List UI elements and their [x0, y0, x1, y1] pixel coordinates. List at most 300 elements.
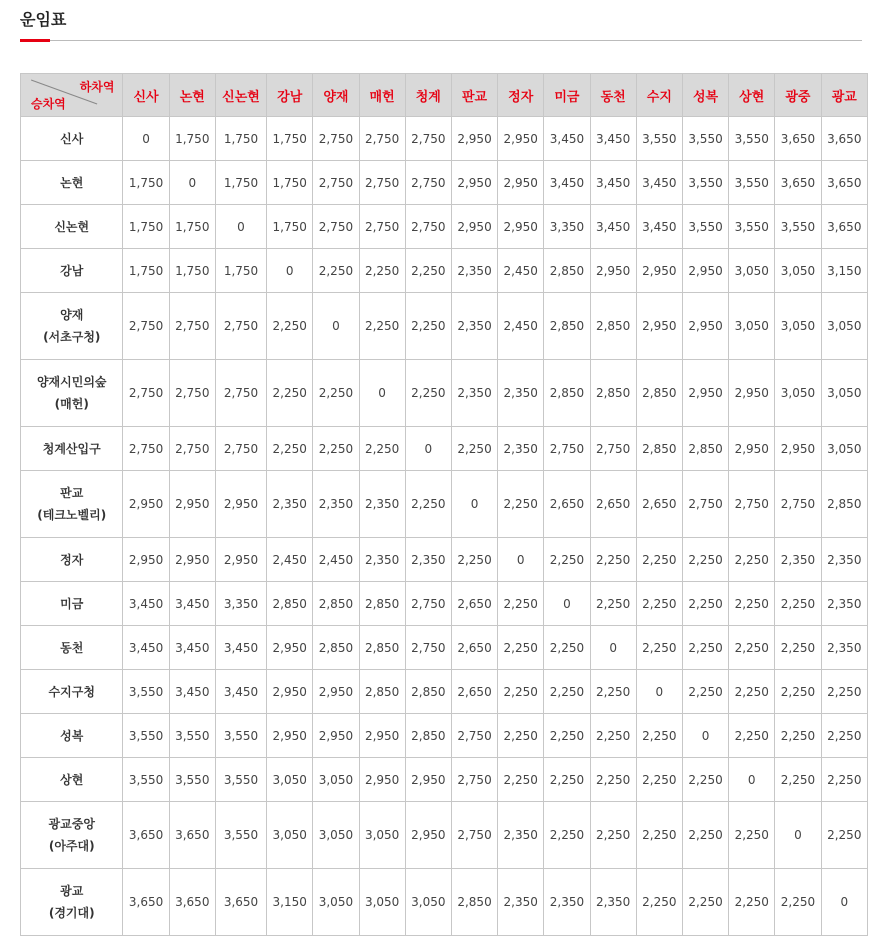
fare-cell: 0 [359, 360, 405, 427]
fare-cell: 2,250 [729, 714, 775, 758]
fare-cell: 2,950 [405, 758, 451, 802]
fare-cell: 0 [405, 427, 451, 471]
table-row [21, 117, 868, 161]
fare-cell: 2,750 [775, 471, 821, 538]
fare-cell: 3,650 [169, 802, 215, 869]
fare-cell: 2,250 [682, 670, 728, 714]
fare-cell: 2,250 [498, 670, 544, 714]
fare-cell: 3,650 [215, 869, 266, 936]
fare-cell: 2,750 [215, 293, 266, 360]
fare-cell: 0 [267, 249, 313, 293]
fare-cell: 2,250 [590, 670, 636, 714]
fare-cell: 2,250 [313, 427, 359, 471]
fare-cell: 2,850 [544, 249, 590, 293]
fare-cell: 2,850 [451, 869, 497, 936]
fare-cell: 2,850 [636, 427, 682, 471]
table-row [21, 360, 868, 427]
fare-cell: 2,850 [313, 582, 359, 626]
fare-cell: 3,550 [682, 205, 728, 249]
fare-cell: 2,950 [405, 802, 451, 869]
fare-cell: 2,250 [359, 293, 405, 360]
fare-cell: 2,250 [451, 427, 497, 471]
fare-cell: 3,450 [169, 582, 215, 626]
fare-cell: 2,250 [359, 249, 405, 293]
fare-cell: 2,750 [451, 758, 497, 802]
fare-cell: 1,750 [267, 117, 313, 161]
fare-cell: 3,550 [729, 161, 775, 205]
fare-cell: 2,250 [636, 802, 682, 869]
station-name: 상현 [60, 772, 84, 787]
fare-cell: 2,250 [590, 802, 636, 869]
fare-cell: 2,750 [544, 427, 590, 471]
station-name: 양재시민의숲 [36, 375, 107, 389]
station-name: 청계산입구 [42, 441, 101, 456]
table-row [21, 670, 868, 714]
fare-cell: 3,050 [359, 869, 405, 936]
fare-cell: 3,050 [359, 802, 405, 869]
fare-cell: 2,650 [451, 670, 497, 714]
table-row [21, 205, 868, 249]
fare-cell: 3,650 [821, 117, 867, 161]
fare-cell: 2,350 [544, 869, 590, 936]
fare-cell: 2,950 [498, 205, 544, 249]
station-name: 양재 [60, 308, 84, 322]
fare-cell: 0 [544, 582, 590, 626]
fare-cell: 2,250 [729, 869, 775, 936]
fare-cell: 2,350 [359, 471, 405, 538]
fare-cell: 3,450 [215, 670, 266, 714]
fare-cell: 3,050 [267, 802, 313, 869]
fare-cell: 2,250 [498, 626, 544, 670]
fare-cell: 2,850 [590, 360, 636, 427]
table-row [21, 538, 868, 582]
column-header: 양재 [313, 74, 359, 117]
fare-cell: 0 [636, 670, 682, 714]
fare-cell: 0 [169, 161, 215, 205]
fare-cell: 2,950 [729, 360, 775, 427]
fare-cell: 2,250 [451, 538, 497, 582]
fare-cell: 2,950 [498, 117, 544, 161]
fare-cell: 2,750 [169, 427, 215, 471]
fare-cell: 2,250 [682, 802, 728, 869]
station-name: 정자 [60, 552, 84, 567]
fare-cell: 2,850 [359, 670, 405, 714]
fare-cell: 3,550 [729, 205, 775, 249]
station-subname: (테크노벨리) [37, 508, 107, 522]
fare-cell: 2,350 [775, 538, 821, 582]
fare-cell: 2,950 [451, 161, 497, 205]
station-name: 신사 [60, 131, 84, 146]
fare-cell: 3,050 [729, 249, 775, 293]
column-header: 청계 [405, 74, 451, 117]
fare-cell: 2,250 [267, 293, 313, 360]
station-name: 동천 [60, 640, 84, 655]
fare-cell: 3,050 [821, 427, 867, 471]
fare-cell: 3,550 [123, 714, 169, 758]
station-subname: (아주대) [48, 839, 95, 853]
fare-cell: 2,850 [405, 714, 451, 758]
fare-cell: 3,550 [682, 117, 728, 161]
title-accent-bar [20, 39, 50, 42]
fare-cell: 0 [775, 802, 821, 869]
fare-table-body [21, 117, 868, 936]
station-name: 미금 [60, 596, 84, 611]
fare-cell: 2,250 [590, 538, 636, 582]
fare-cell: 2,350 [451, 249, 497, 293]
fare-cell: 3,050 [821, 293, 867, 360]
column-header: 매헌 [359, 74, 405, 117]
station-name: 강남 [60, 263, 84, 278]
fare-cell: 2,250 [729, 538, 775, 582]
station-subname: (경기대) [48, 906, 95, 920]
fare-cell: 2,950 [451, 205, 497, 249]
fare-cell: 2,450 [267, 538, 313, 582]
fare-cell: 2,350 [451, 293, 497, 360]
row-header-station [21, 249, 123, 293]
fare-cell: 0 [215, 205, 266, 249]
fare-cell: 2,950 [123, 538, 169, 582]
fare-cell: 2,950 [359, 758, 405, 802]
fare-cell: 2,750 [123, 360, 169, 427]
fare-cell: 2,950 [682, 293, 728, 360]
fare-cell: 3,450 [215, 626, 266, 670]
column-header: 판교 [451, 74, 497, 117]
table-row [21, 293, 868, 360]
fare-cell: 3,550 [169, 714, 215, 758]
fare-cell: 3,050 [313, 802, 359, 869]
fare-cell: 2,350 [267, 471, 313, 538]
fare-cell: 2,250 [729, 802, 775, 869]
fare-cell: 2,250 [359, 427, 405, 471]
fare-cell: 3,350 [215, 582, 266, 626]
fare-cell: 2,250 [267, 360, 313, 427]
fare-cell: 2,250 [590, 758, 636, 802]
fare-cell: 3,050 [821, 360, 867, 427]
fare-cell: 2,250 [682, 582, 728, 626]
fare-cell: 2,950 [498, 161, 544, 205]
table-row [21, 869, 868, 936]
fare-cell: 3,450 [636, 205, 682, 249]
fare-cell: 2,250 [682, 758, 728, 802]
fare-cell: 2,650 [544, 471, 590, 538]
title-divider [20, 40, 862, 41]
fare-cell: 2,250 [544, 714, 590, 758]
fare-cell: 3,650 [775, 117, 821, 161]
row-header-station [21, 869, 123, 936]
fare-cell: 3,550 [123, 670, 169, 714]
fare-cell: 2,750 [451, 714, 497, 758]
fare-cell: 3,450 [544, 117, 590, 161]
fare-cell: 3,550 [775, 205, 821, 249]
fare-cell: 3,450 [123, 626, 169, 670]
fare-cell: 0 [682, 714, 728, 758]
fare-cell: 1,750 [169, 117, 215, 161]
fare-cell: 2,350 [821, 538, 867, 582]
fare-cell: 2,350 [498, 802, 544, 869]
table-row [21, 161, 868, 205]
fare-cell: 3,050 [267, 758, 313, 802]
fare-cell: 3,550 [729, 117, 775, 161]
fare-cell: 0 [498, 538, 544, 582]
fare-cell: 3,650 [775, 161, 821, 205]
fare-cell: 2,950 [729, 427, 775, 471]
column-header: 광교 [821, 74, 867, 117]
fare-cell: 3,150 [267, 869, 313, 936]
fare-cell: 2,250 [544, 670, 590, 714]
fare-cell: 2,950 [169, 471, 215, 538]
row-header-station [21, 360, 123, 427]
column-header: 동천 [590, 74, 636, 117]
column-header: 신논현 [215, 74, 266, 117]
fare-cell: 2,750 [405, 626, 451, 670]
row-header-station [21, 205, 123, 249]
fare-cell: 2,250 [267, 427, 313, 471]
fare-cell: 2,750 [359, 205, 405, 249]
fare-cell: 2,950 [267, 670, 313, 714]
station-name: 신논현 [54, 219, 90, 234]
row-header-station [21, 427, 123, 471]
fare-cell: 2,250 [544, 758, 590, 802]
fare-cell: 2,250 [498, 471, 544, 538]
fare-cell: 3,550 [636, 117, 682, 161]
fare-cell: 2,250 [405, 471, 451, 538]
fare-cell: 3,650 [821, 161, 867, 205]
fare-cell: 2,350 [405, 538, 451, 582]
fare-cell: 2,750 [169, 360, 215, 427]
fare-cell: 3,450 [123, 582, 169, 626]
fare-cell: 2,750 [123, 427, 169, 471]
fare-cell: 2,750 [313, 117, 359, 161]
fare-cell: 2,250 [313, 360, 359, 427]
fare-cell: 2,250 [682, 869, 728, 936]
fare-cell: 3,550 [682, 161, 728, 205]
fare-cell: 3,450 [544, 161, 590, 205]
fare-cell: 2,250 [636, 758, 682, 802]
fare-cell: 2,250 [729, 670, 775, 714]
fare-cell: 3,050 [729, 293, 775, 360]
fare-cell: 2,250 [405, 249, 451, 293]
fare-cell: 2,950 [636, 293, 682, 360]
fare-cell: 3,550 [215, 758, 266, 802]
fare-cell: 2,850 [359, 626, 405, 670]
fare-cell: 1,750 [123, 249, 169, 293]
fare-cell: 2,950 [359, 714, 405, 758]
table-row [21, 427, 868, 471]
fare-cell: 3,650 [821, 205, 867, 249]
fare-cell: 2,950 [169, 538, 215, 582]
fare-cell: 2,950 [267, 714, 313, 758]
fare-cell: 2,750 [405, 117, 451, 161]
fare-cell: 2,450 [498, 293, 544, 360]
column-header: 강남 [267, 74, 313, 117]
fare-cell: 2,850 [821, 471, 867, 538]
fare-cell: 2,250 [405, 360, 451, 427]
fare-cell: 1,750 [123, 205, 169, 249]
table-row [21, 582, 868, 626]
fare-cell: 2,250 [590, 582, 636, 626]
row-header-station [21, 758, 123, 802]
fare-cell: 2,950 [267, 626, 313, 670]
fare-cell: 1,750 [267, 205, 313, 249]
fare-cell: 2,250 [405, 293, 451, 360]
fare-cell: 2,250 [821, 714, 867, 758]
fare-cell: 3,450 [169, 626, 215, 670]
alighting-station-label: 하차역 [79, 80, 115, 94]
fare-cell: 2,950 [123, 471, 169, 538]
fare-cell: 2,250 [544, 802, 590, 869]
fare-cell: 2,950 [590, 249, 636, 293]
fare-cell: 2,750 [123, 293, 169, 360]
fare-cell: 2,850 [359, 582, 405, 626]
fare-cell: 2,250 [313, 249, 359, 293]
fare-cell: 2,750 [451, 802, 497, 869]
fare-cell: 0 [821, 869, 867, 936]
fare-cell: 2,250 [821, 670, 867, 714]
fare-cell: 3,050 [775, 293, 821, 360]
fare-cell: 2,350 [359, 538, 405, 582]
fare-cell: 2,850 [405, 670, 451, 714]
fare-cell: 3,650 [123, 869, 169, 936]
station-subname: (매헌) [54, 397, 89, 411]
fare-cell: 1,750 [267, 161, 313, 205]
row-header-station [21, 538, 123, 582]
fare-cell: 3,050 [775, 249, 821, 293]
table-row [21, 249, 868, 293]
fare-cell: 2,250 [544, 538, 590, 582]
table-row [21, 758, 868, 802]
fare-cell: 2,750 [169, 293, 215, 360]
fare-cell: 1,750 [215, 117, 266, 161]
fare-cell: 2,750 [359, 161, 405, 205]
fare-cell: 2,250 [498, 714, 544, 758]
fare-cell: 2,750 [405, 582, 451, 626]
fare-cell: 2,250 [636, 626, 682, 670]
fare-cell: 2,250 [636, 869, 682, 936]
fare-cell: 2,950 [451, 117, 497, 161]
fare-cell: 2,250 [636, 582, 682, 626]
fare-cell: 2,250 [775, 758, 821, 802]
table-row [21, 802, 868, 869]
station-name: 성복 [60, 728, 84, 743]
column-header: 성복 [682, 74, 728, 117]
table-row [21, 471, 868, 538]
row-header-station [21, 714, 123, 758]
fare-cell: 3,450 [590, 117, 636, 161]
fare-cell: 2,950 [682, 360, 728, 427]
fare-cell: 2,350 [821, 582, 867, 626]
fare-cell: 3,050 [775, 360, 821, 427]
fare-cell: 2,950 [215, 471, 266, 538]
column-header: 상현 [729, 74, 775, 117]
fare-cell: 0 [451, 471, 497, 538]
fare-cell: 2,950 [313, 714, 359, 758]
fare-cell: 1,750 [169, 205, 215, 249]
fare-cell: 2,250 [682, 538, 728, 582]
fare-cell: 1,750 [215, 249, 266, 293]
fare-cell: 2,250 [498, 758, 544, 802]
row-header-station [21, 117, 123, 161]
fare-cell: 2,350 [498, 869, 544, 936]
fare-table [20, 73, 868, 936]
fare-cell: 2,350 [498, 360, 544, 427]
fare-cell: 3,450 [169, 670, 215, 714]
fare-cell: 2,350 [451, 360, 497, 427]
fare-cell: 3,350 [544, 205, 590, 249]
fare-cell: 1,750 [169, 249, 215, 293]
fare-cell: 2,750 [313, 161, 359, 205]
column-header: 정자 [498, 74, 544, 117]
station-name: 논현 [60, 175, 84, 190]
fare-cell: 2,750 [215, 427, 266, 471]
fare-cell: 0 [123, 117, 169, 161]
table-header-row [21, 74, 868, 117]
fare-cell: 3,450 [636, 161, 682, 205]
fare-cell: 3,650 [123, 802, 169, 869]
row-header-station [21, 582, 123, 626]
fare-cell: 3,050 [313, 758, 359, 802]
fare-cell: 0 [313, 293, 359, 360]
fare-cell: 2,850 [682, 427, 728, 471]
row-header-station [21, 802, 123, 869]
station-name: 광교 [60, 884, 84, 898]
fare-cell: 2,250 [498, 582, 544, 626]
fare-cell: 3,150 [821, 249, 867, 293]
column-header: 수지 [636, 74, 682, 117]
fare-cell: 0 [729, 758, 775, 802]
table-row [21, 626, 868, 670]
station-subname: (서초구청) [43, 330, 101, 344]
fare-cell: 2,350 [313, 471, 359, 538]
table-row [21, 714, 868, 758]
fare-cell: 2,750 [215, 360, 266, 427]
fare-cell: 2,250 [729, 626, 775, 670]
fare-cell: 3,050 [405, 869, 451, 936]
fare-cell: 2,650 [636, 471, 682, 538]
station-name: 판교 [60, 486, 84, 500]
column-header: 논현 [169, 74, 215, 117]
fare-cell: 2,250 [636, 538, 682, 582]
fare-cell: 2,250 [590, 714, 636, 758]
column-header: 광중 [775, 74, 821, 117]
fare-cell: 2,950 [636, 249, 682, 293]
fare-cell: 2,250 [636, 714, 682, 758]
fare-cell: 3,450 [590, 205, 636, 249]
fare-cell: 2,650 [590, 471, 636, 538]
row-header-station [21, 293, 123, 360]
fare-cell: 2,750 [590, 427, 636, 471]
fare-cell: 2,250 [821, 758, 867, 802]
row-header-station [21, 626, 123, 670]
fare-cell: 2,250 [682, 626, 728, 670]
station-name: 광교중앙 [48, 817, 95, 831]
fare-cell: 1,750 [123, 161, 169, 205]
fare-cell: 2,950 [775, 427, 821, 471]
fare-cell: 2,750 [682, 471, 728, 538]
fare-cell: 2,850 [590, 293, 636, 360]
fare-cell: 2,950 [215, 538, 266, 582]
fare-cell: 2,750 [405, 161, 451, 205]
fare-cell: 0 [590, 626, 636, 670]
fare-cell: 2,250 [775, 626, 821, 670]
page-title: 운임표 [20, 10, 67, 29]
station-name: 수지구청 [48, 684, 95, 699]
fare-cell: 2,850 [544, 293, 590, 360]
fare-cell: 2,350 [498, 427, 544, 471]
fare-cell: 2,850 [313, 626, 359, 670]
fare-cell: 3,550 [123, 758, 169, 802]
fare-cell: 3,550 [169, 758, 215, 802]
fare-cell: 2,250 [821, 802, 867, 869]
